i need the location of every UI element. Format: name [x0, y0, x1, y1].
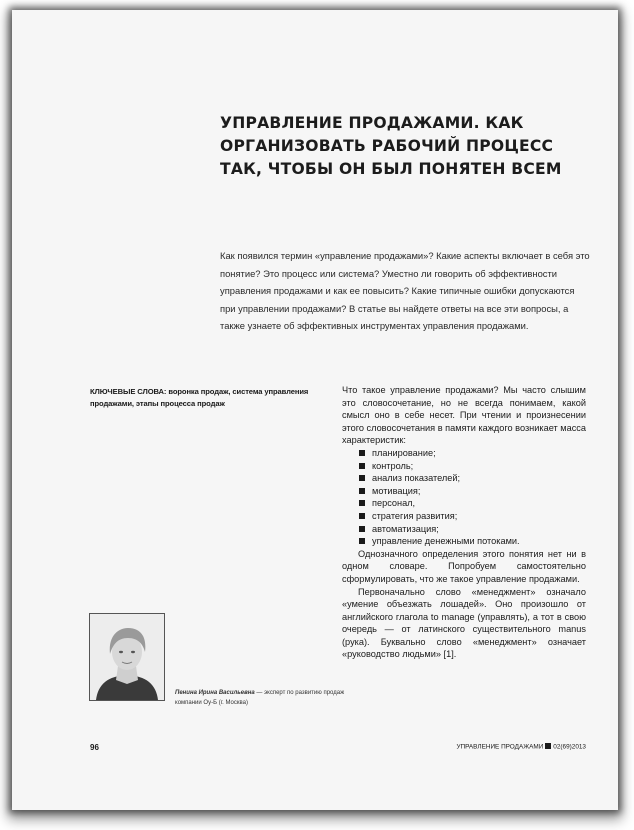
list-item: стратегия развития; [359, 510, 586, 523]
list-item: контроль; [359, 460, 586, 473]
square-bullet-icon [545, 743, 551, 749]
body-paragraph-3: Первоначально слово «менеджмент» означало «умение объезжать лошадей». Оно произошло от английского глагола to manage (управлять), а тот в свою очередь — от латинского существительного manus (рука). Буквально слово «менеджмент» означает «руководство людьми» [1]. [342, 586, 586, 660]
list-item: планирование; [359, 447, 586, 460]
keywords-block [90, 386, 330, 410]
list-item: персонал, [359, 497, 586, 510]
author-portrait-image [90, 614, 164, 700]
journal-name: УПРАВЛЕНИЕ ПРОДАЖАМИ [456, 743, 544, 751]
running-footer [450, 743, 586, 751]
keywords-label: КЛЮЧЕВЫЕ СЛОВА: [90, 387, 167, 396]
issue-number: 02(69)2013 [553, 743, 586, 751]
list-item: автоматизация; [359, 523, 586, 536]
page-number: 96 [90, 743, 99, 752]
article-body [342, 384, 586, 661]
list-item: анализ показателей; [359, 472, 586, 485]
author-name: Пенина Ирина Васильевна [175, 690, 255, 696]
author-description: — эксперт по развитию продаж компании Оу-Б (г. Москва) [175, 690, 345, 706]
article-lead: Как появился термин «управление продажами»? Какие аспекты включает в себя это понятие? Это процесс или система? Уместно ли говорить об эффективности управления продажами и как ее повысить? Какие типичные ошибки допускаются при управлении продажами? В статье вы найдете ответы на все эти вопросы, а также узнаете об эффективных инструментах управления продажами. [220, 250, 590, 332]
body-paragraph-2: Однозначного определения этого понятия нет ни в одном словаре. Попробуем самостоятельно сформулировать, что же такое управление продажами. [342, 548, 586, 584]
author-caption [175, 688, 345, 708]
body-intro: Что такое управление продажами? Мы часто слышим это словосочетание, но не всегда понимаем, какой смысл оно в себе несет. При чтении и произнесении этого словосочетания в памяти каждого возникает масса характеристик: [342, 385, 586, 446]
characteristics-list [342, 447, 586, 548]
keywords-text: воронка продаж, система управления продажами, этапы процесса продаж [90, 387, 309, 408]
author-photo [89, 613, 165, 701]
list-item: мотивация; [359, 485, 586, 498]
list-item: управление денежными потоками. [359, 535, 586, 548]
magazine-page [12, 10, 618, 810]
article-title: УПРАВЛЕНИЕ ПРОДАЖАМИ. КАК ОРГАНИЗОВАТЬ РАБОЧИЙ ПРОЦЕСС ТАК, ЧТОБЫ ОН БЫЛ ПОНЯТЕН ВСЕМ [220, 114, 562, 178]
